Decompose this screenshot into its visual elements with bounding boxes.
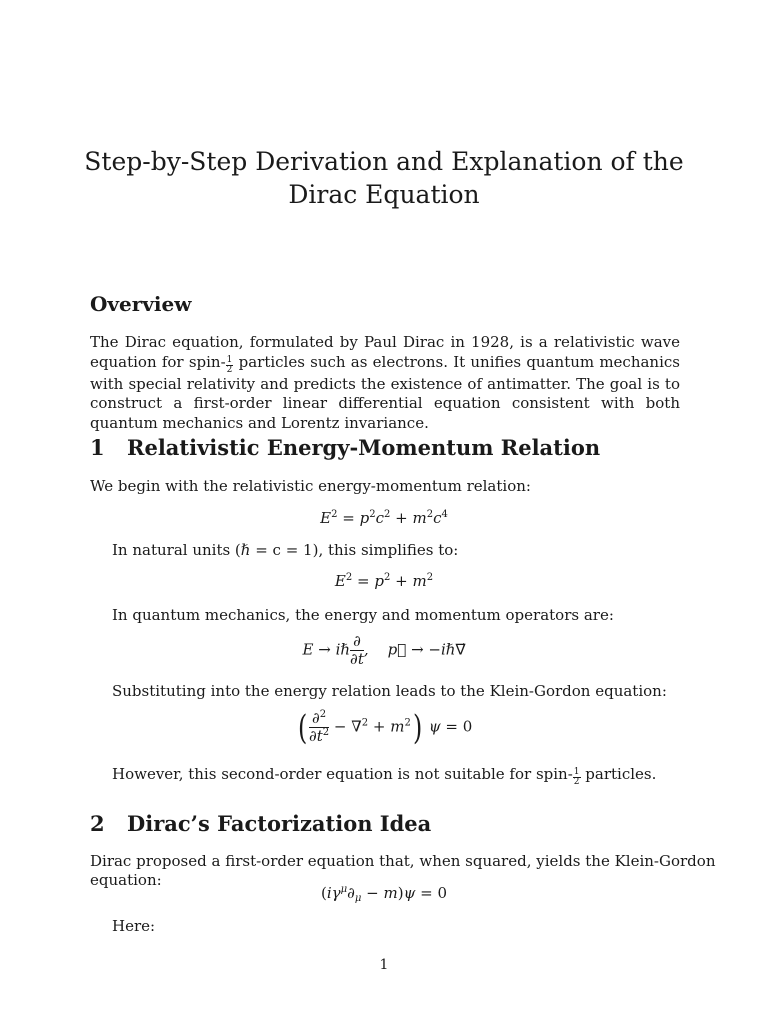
one-half-fraction: $\frac{1}{2}$ [573, 767, 580, 787]
section-2-heading [90, 811, 431, 836]
section-1-heading [90, 435, 600, 460]
section-2-intro: Dirac proposed a first-order equation that, when squared, yields the Klein-Gordon equation: [90, 852, 716, 889]
here-text: Here: [112, 917, 156, 935]
one-half-fraction: $\frac{1}{2}$ [226, 354, 233, 375]
section-1-title: Relativistic Energy-Momentum Relation [127, 435, 601, 460]
equation-operators: E → iℏ $\frac{\partial}{\partial t}$ , p⃗ → −iℏ∇⃗ [302, 632, 466, 668]
page-number: 1 [379, 957, 389, 973]
overview-heading: Overview [90, 292, 192, 316]
overview-text-part1: The Dirac equation, formulated by Paul Dirac in 1928, is a relativistic wave equation for spin- [90, 333, 680, 371]
overview-paragraph [90, 333, 680, 433]
paper-title: Step-by-Step Derivation and Explanation of the Dirac Equation [84, 147, 684, 209]
however-text-part2: particles. [580, 765, 657, 783]
section-2-number: 2 [90, 811, 105, 836]
however-text-part1: However, this second-order equation is not suitable for spin- [112, 765, 573, 783]
however-text [112, 765, 656, 787]
section-1-number: 1 [90, 435, 105, 460]
equation-klein-gordon: ( $\frac{\partial^2}{\partial t^2}$ − $\nabla^2 + m^2$) ψ = 0 [297, 707, 473, 748]
equation-energy-momentum: $E^2 = p^2c^2 + m^2c^4$ [320, 509, 448, 527]
substituting-text: Substituting into the energy relation leads to the Klein-Gordon equation: [112, 682, 667, 700]
section-2-title: Dirac’s Factorization Idea [127, 811, 432, 836]
equation-dirac: $(i\gamma^\mu\partial_\mu - m)\psi = 0$ [320, 884, 448, 904]
operators-text: In quantum mechanics, the energy and momentum operators are: [112, 606, 614, 624]
natural-units-text: In natural units (ℏ = c = 1), this simplifies to: [112, 541, 459, 559]
section-1-intro: We begin with the relativistic energy-momentum relation: [90, 477, 531, 495]
overview-text-part2: particles such as electrons. It unifies quantum mechanics with special relativity and predicts the existence of antimatter. The goal is to construct a first-order linear differential equation consistent with both quantum mechanics and Lorentz invariance. [90, 352, 680, 432]
equation-natural-units: $E^2 = p^2 + m^2$ [334, 572, 434, 590]
